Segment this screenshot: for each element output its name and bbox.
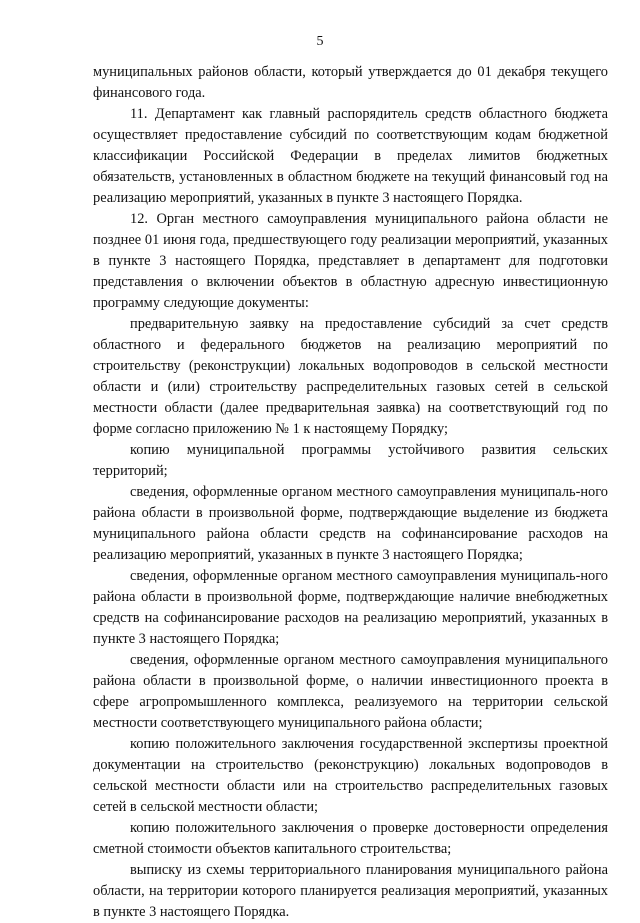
page-number: 5: [316, 34, 324, 49]
paragraph-continuation: муниципальных районов области, который утверждается до 01 декабря текущего финансового года.: [93, 64, 608, 101]
list-item-budget-funds-info: сведения, оформленные органом местного самоуправления муниципаль-ного района области в произвольной форме, подтверждающие выделение из бюджета муниципального района области средств на софинансирование расходов на реализацию мероприятий, указанных в пункте 3 настоящего Порядка;: [93, 484, 608, 563]
list-item-cost-verification-copy: копию положительного заключения о проверке достоверности определения сметной стоимости объектов капитального строительства;: [93, 820, 608, 857]
list-item-investment-project-info: сведения, оформленные органом местного самоуправления муниципального района области в произвольной форме, о наличии инвестиционного проекта в сфере агропромышленного комплекса, реализуемого на территории сельской местности соответствующего муниципального района области;: [93, 652, 608, 731]
list-item-preliminary-application: предварительную заявку на предоставление субсидий за счет средств областного и федерального бюджетов на реализацию мероприятий по строительству (реконструкции) локальных водопроводов в сельской местности области и (или) строительству распределительных газовых сетей в сельской местности области (далее предварительная заявка) на соответствующий год по форме согласно приложению № 1 к настоящему Порядку;: [93, 316, 608, 437]
list-item-territorial-planning-extract: выписку из схемы территориального планирования муниципального района области, на территории которого планируется реализация мероприятий, указанных в пункте 3 настоящего Порядка.: [93, 862, 608, 920]
list-item-state-expertise-copy: копию положительного заключения государственной экспертизы проектной документации на строительство (реконструкцию) локальных водопроводов в сельской местности области или на строительство распределительных газовых сетей в сельской местности области;: [93, 736, 608, 815]
document-body: [93, 62, 608, 923]
paragraph-item-12: 12. Орган местного самоуправления муниципального района области не позднее 01 июня года, предшествующего году реализации мероприятий, указанных в пункте 3 настоящего Порядка, представляет в департамент для подготовки представления о включении объектов в областную адресную инвестиционную программу следующие документы:: [93, 211, 608, 311]
list-item-municipal-program-copy: копию муниципальной программы устойчивого развития сельских территорий;: [93, 442, 608, 479]
list-item-extrabudgetary-funds-info: сведения, оформленные органом местного самоуправления муниципаль-ного района области в произвольной форме, подтверждающие наличие внебюджетных средств на софинансирование расходов на реализацию мероприятий, указанных в пункте 3 настоящего Порядка;: [93, 568, 608, 647]
paragraph-item-11: 11. Департамент как главный распорядитель средств областного бюджета осуществляет предоставление субсидий по соответствующим кодам бюджетной классификации Российской Федерации в пределах лимитов бюджетных обязательств, установленных в областном бюджете на текущий финансовый год на реализацию мероприятий, указанных в пункте 3 настоящего Порядка.: [93, 106, 608, 206]
